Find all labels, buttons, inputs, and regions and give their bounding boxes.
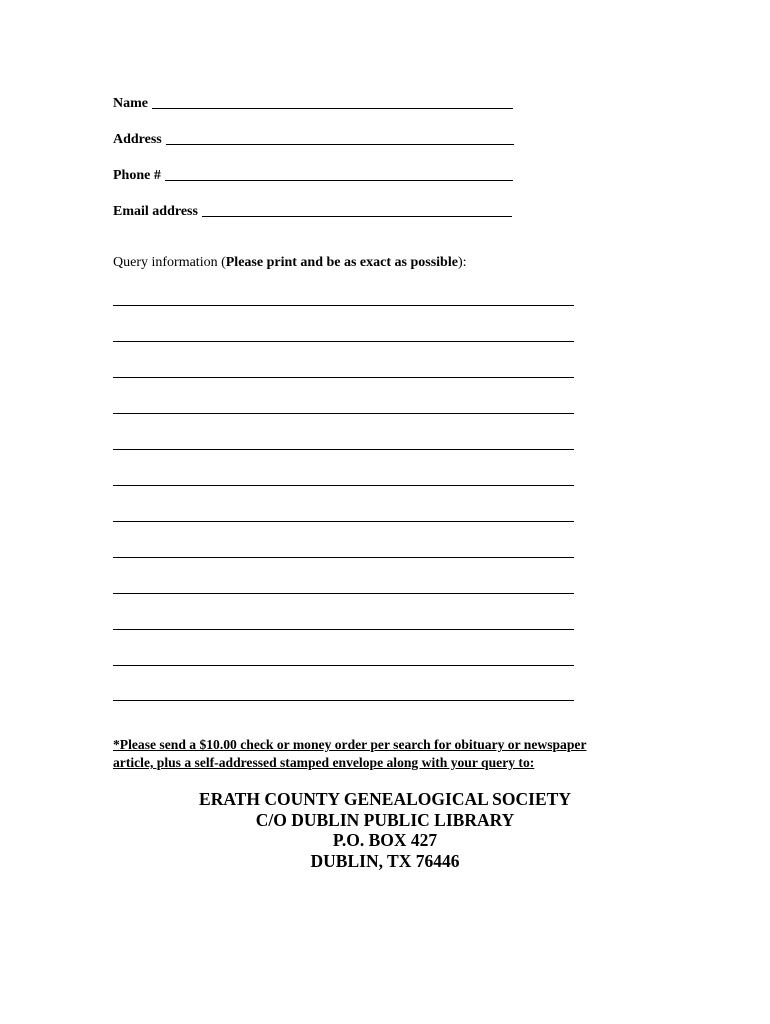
address-input-line[interactable]: [166, 144, 514, 145]
query-line[interactable]: [113, 593, 574, 594]
mailing-address: [0, 789, 770, 871]
query-instruction: Please print and be as exact as possible: [225, 255, 458, 270]
query-prefix: Query information (: [113, 255, 226, 270]
query-line[interactable]: [113, 521, 574, 522]
phone-field-row: [113, 164, 513, 184]
query-line[interactable]: [113, 629, 574, 630]
payment-note: [113, 736, 653, 772]
query-line[interactable]: [113, 413, 574, 414]
address-label: Address: [113, 132, 162, 147]
address-line-care-of: C/O DUBLIN PUBLIC LIBRARY: [255, 809, 515, 830]
name-field-row: [113, 92, 513, 112]
query-line[interactable]: [113, 665, 574, 666]
query-line[interactable]: [113, 449, 574, 450]
query-suffix: ):: [457, 255, 467, 270]
address-line-po-box: P.O. BOX 427: [332, 830, 438, 850]
address-line-city-state-zip: DUBLIN, TX 76446: [310, 850, 460, 871]
query-line[interactable]: [113, 557, 574, 558]
address-line-organization: ERATH COUNTY GENEALOGICAL SOCIETY: [199, 789, 571, 809]
phone-input-line[interactable]: [165, 180, 513, 181]
payment-note-line-2: article, plus a self-addressed stamped envelope along with your query to:: [113, 755, 535, 770]
phone-label: Phone #: [113, 168, 161, 183]
email-input-line[interactable]: [202, 216, 512, 217]
query-information-label: [113, 254, 467, 272]
email-field-row: [113, 200, 512, 220]
query-line[interactable]: [113, 700, 574, 701]
address-field-row: [113, 128, 514, 148]
name-input-line[interactable]: [152, 108, 513, 109]
query-line[interactable]: [113, 377, 574, 378]
email-label: Email address: [113, 204, 198, 219]
payment-note-line-1: *Please send a $10.00 check or money order per search for obituary or newspaper: [113, 737, 587, 752]
query-line[interactable]: [113, 485, 574, 486]
name-label: Name: [113, 96, 148, 111]
query-line[interactable]: [113, 341, 574, 342]
query-line[interactable]: [113, 305, 574, 306]
